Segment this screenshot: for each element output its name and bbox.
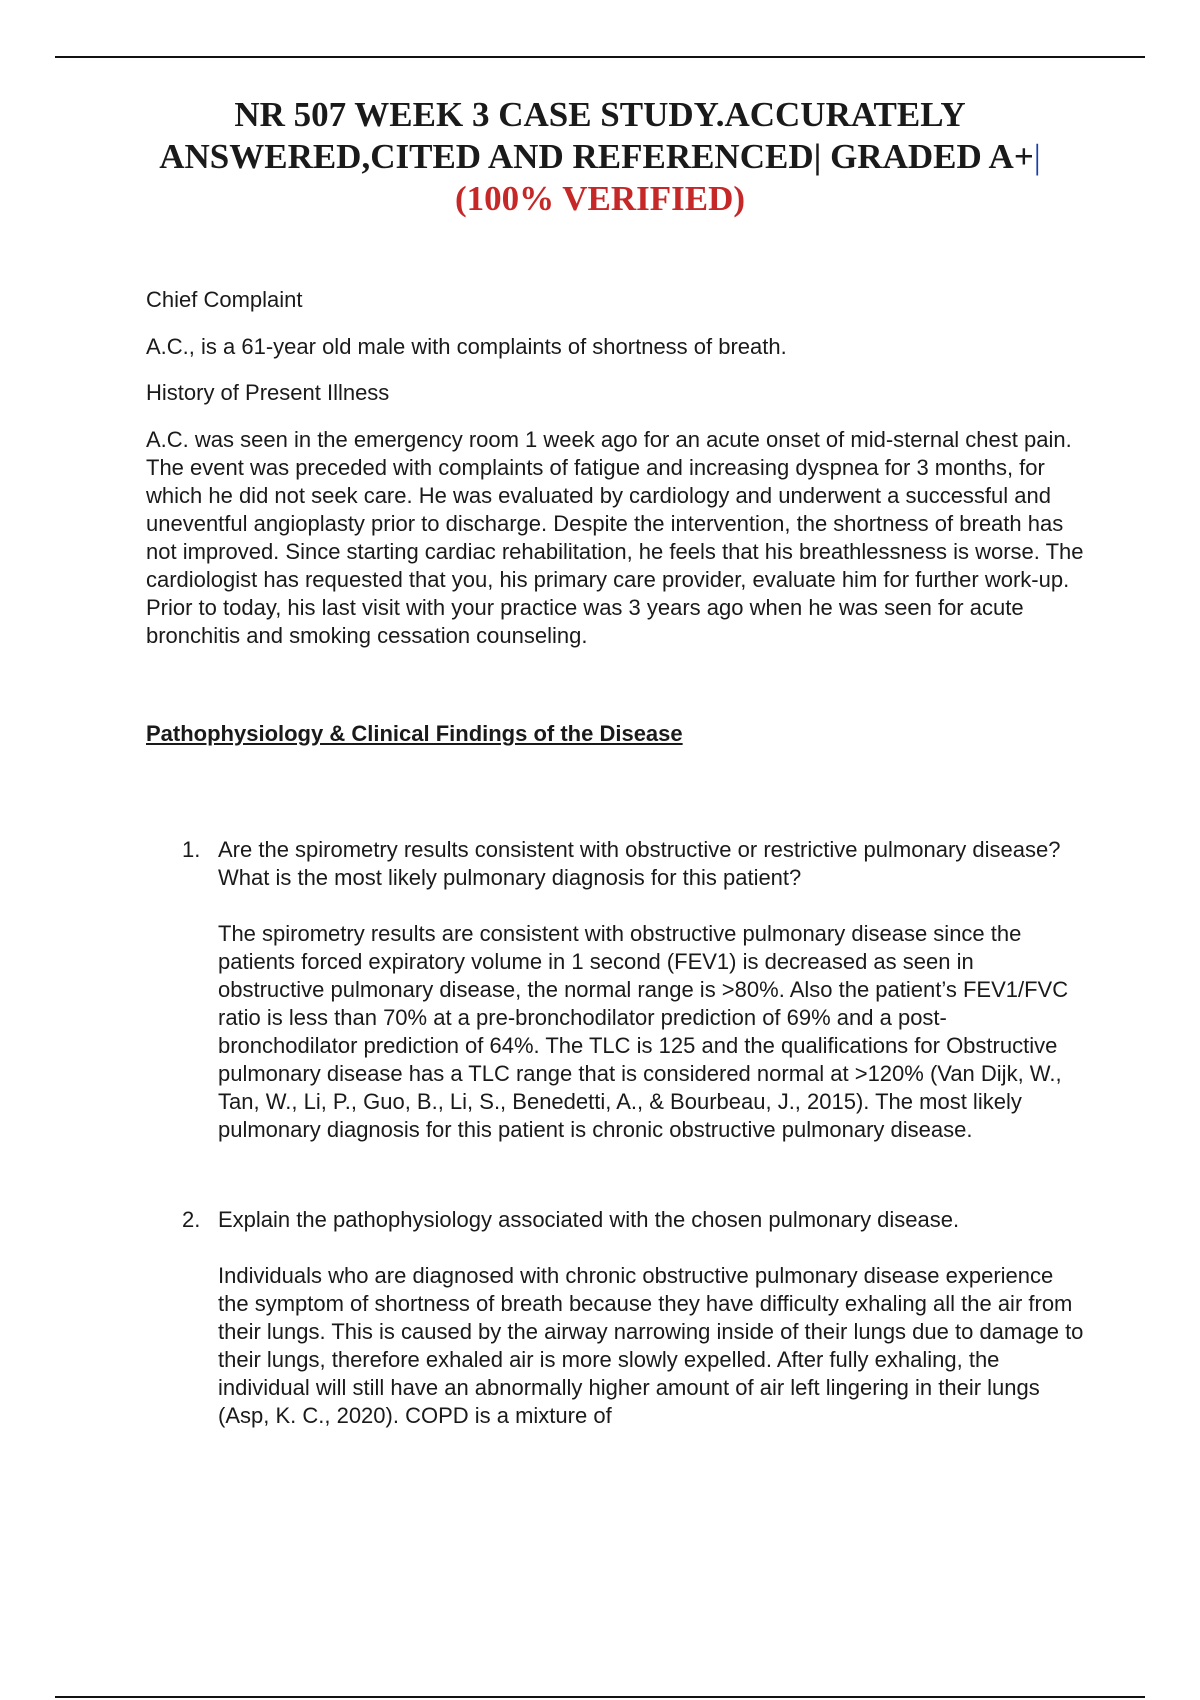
chief-complaint-text: A.C., is a 61-year old male with complaints of shortness of breath. xyxy=(146,334,787,359)
title-line-1: NR 507 WEEK 3 CASE STUDY.ACCURATELY xyxy=(234,95,966,134)
document-title xyxy=(80,94,1120,220)
title-line-2 xyxy=(80,136,1120,178)
chief-complaint-heading: Chief Complaint xyxy=(146,287,303,312)
document-body xyxy=(146,286,1086,1492)
hpi-text: A.C. was seen in the emergency room 1 week ago for an acute onset of mid-sternal chest pain. The event was preceded with complaints of fatigue and increasing dyspnea for 3 months, for which he did not seek care. He was evaluated by cardiology and underwent a successful and uneventful angioplasty prior to discharge. Despite the intervention, the shortness of breath has not improved. Since starting cardiac rehabilitation, he feels that his breathlessness is worse. The cardiologist has requested that you, his primary care provider, evaluate him for further work-up. Prior to today, his last visit with your practice was 3 years ago when he was seen for acute bronchitis and smoking cessation counseling. xyxy=(146,427,1084,648)
bottom-rule xyxy=(55,1696,1145,1698)
answer-text: The spirometry results are consistent with obstructive pulmonary disease since the patients forced expiratory volume in 1 second (FEV1) is decreased as seen in obstructive pulmonary disease, the normal range is >80%. Also the patient’s FEV1/FVC ratio is less than 70% at a pre-bronchodilator prediction of 69% and a post-bronchodilator prediction of 64%. The TLC is 125 and the qualifications for Obstructive pulmonary disease has a TLC range that is considered normal at >120% (Van Dijk, W., Tan, W., Li, P., Guo, B., Li, S., Benedetti, A., & Bourbeau, J., 2015). The most likely pulmonary diagnosis for this patient is chronic obstructive pulmonary disease. xyxy=(218,921,1069,1142)
title-line-2-text: ANSWERED,CITED AND REFERENCED| GRADED A+ xyxy=(159,137,1034,176)
question-text: Explain the pathophysiology associated with the chosen pulmonary disease. xyxy=(218,1207,960,1232)
question-item xyxy=(146,836,1086,1144)
title-verified-line: (100% VERIFIED) xyxy=(454,179,746,218)
answer-text: Individuals who are diagnosed with chronic obstructive pulmonary disease experience the symptom of shortness of breath because they have difficulty exhaling all the air from their lungs. This is caused by the airway narrowing inside of their lungs due to damage to their lungs, therefore exhaled air is more slowly expelled. After fully exhaling, the individual will still have an abnormally higher amount of air left lingering in their lungs (Asp, K. C., 2020). COPD is a mixture of xyxy=(218,1263,1084,1428)
question-number: 2. xyxy=(182,1207,201,1232)
title-bar-mark: | xyxy=(1033,137,1041,176)
section-heading: Pathophysiology & Clinical Findings of the Disease xyxy=(146,721,683,746)
question-text: Are the spirometry results consistent with obstructive or restrictive pulmonary disease? What is the most likely pulmonary diagnosis for this patient? xyxy=(218,837,1061,890)
question-number: 1. xyxy=(182,837,201,862)
top-rule xyxy=(55,56,1145,58)
question-item xyxy=(146,1206,1086,1430)
question-list xyxy=(146,836,1086,1430)
hpi-heading: History of Present Illness xyxy=(146,380,390,405)
